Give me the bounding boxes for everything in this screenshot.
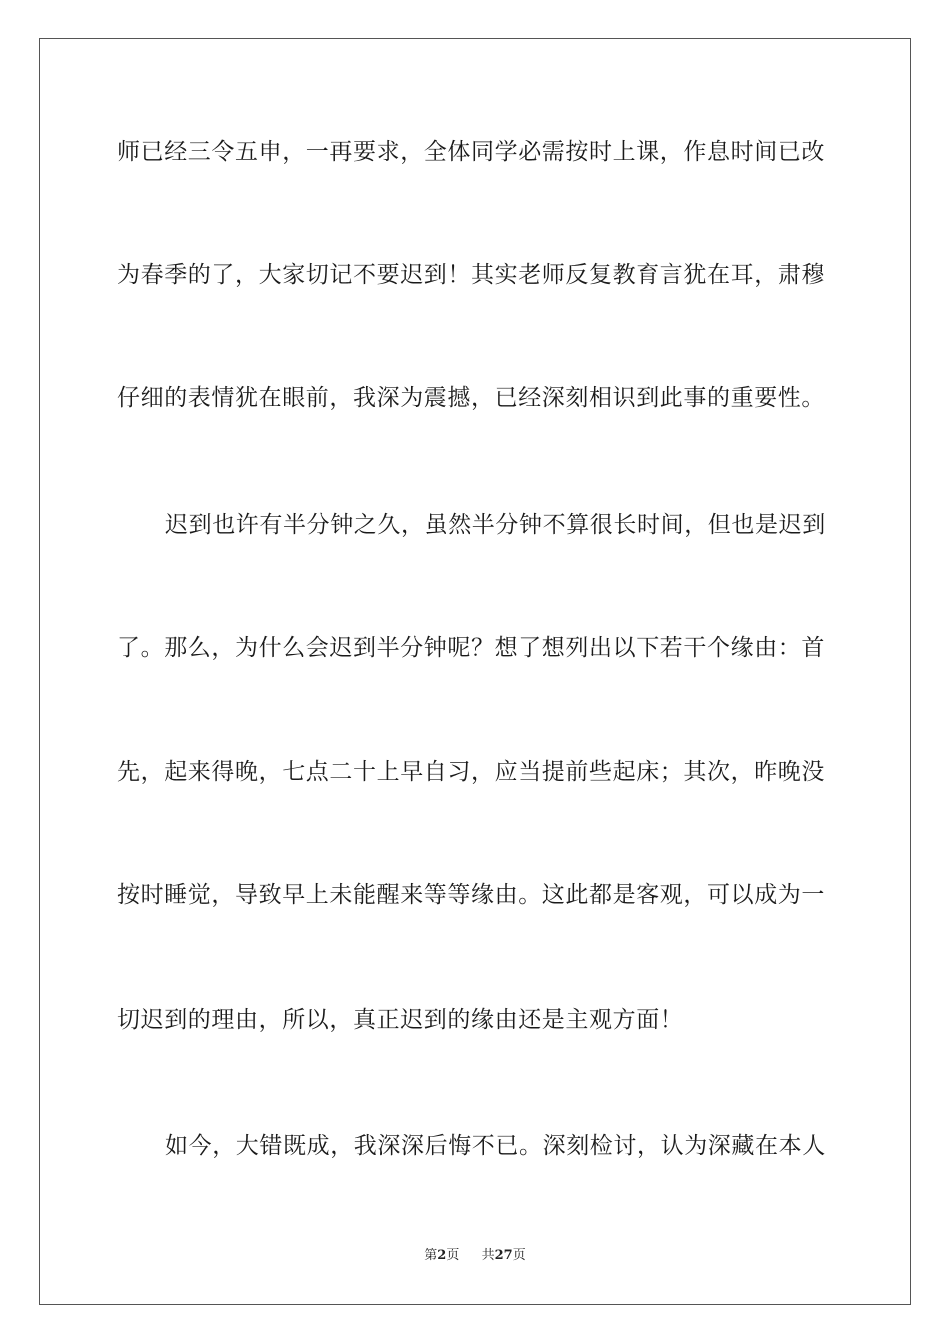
text-line: 先，起来得晚，七点二十上早自习，应当提前些起床；其次，昨晚没	[117, 759, 825, 785]
text-line: 如今，大错既成，我深深后悔不已。深刻检讨，认为深藏在本人	[165, 1133, 826, 1159]
page-border	[39, 38, 911, 1305]
text-line: 为春季的了，大家切记不要迟到！其实老师反复教育言犹在耳，肃穆	[117, 262, 825, 288]
page-number: 2	[437, 1248, 447, 1263]
text-line: 按时睡觉，导致早上未能醒来等等缘由。这此都是客观，可以成为一	[117, 882, 825, 908]
page-number-label: 第2页	[424, 1248, 460, 1263]
text-line: 了。那么，为什么会迟到半分钟呢？想了想列出以下若干个缘由：首	[117, 635, 825, 661]
total-pages: 27	[494, 1248, 513, 1263]
text-line: 师已经三令五申，一再要求，全体同学必需按时上课，作息时间已改	[117, 139, 825, 165]
text-line: 切迟到的理由，所以，真正迟到的缘由还是主观方面！	[117, 1007, 684, 1033]
text-line: 迟到也许有半分钟之久，虽然半分钟不算很长时间，但也是迟到	[165, 512, 826, 538]
text-line: 仔细的表情犹在眼前，我深为震撼，已经深刻相识到此事的重要性。	[117, 385, 825, 411]
total-pages-label: 共27页	[481, 1248, 526, 1263]
page-footer	[0, 1247, 950, 1265]
